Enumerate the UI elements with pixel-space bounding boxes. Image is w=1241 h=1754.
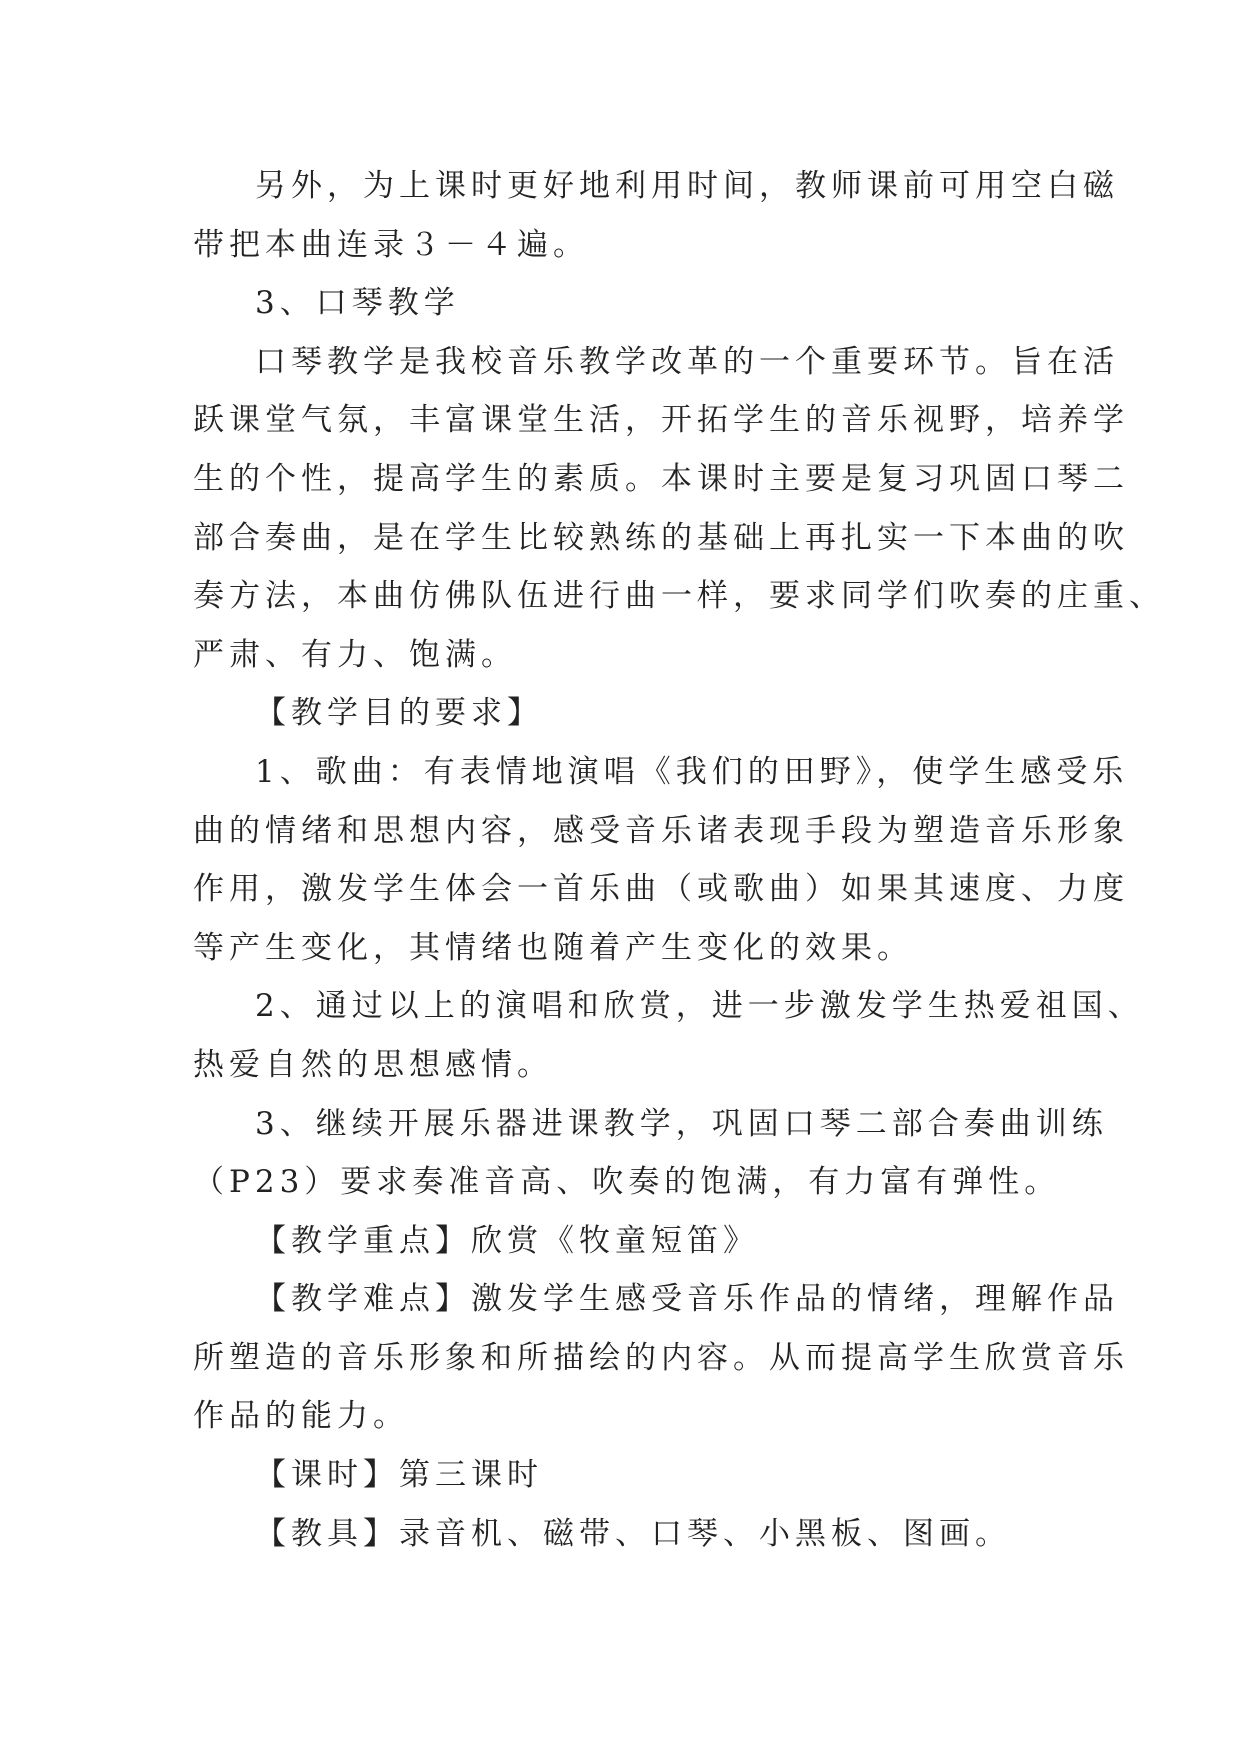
section-heading: 【教学难点】激发学生感受音乐作品的情绪，理解作品 (255, 1281, 1119, 1318)
text-line: 部合奏曲，是在学生比较熟练的基础上再扎实一下本曲的吹 (193, 519, 1129, 556)
text-line: 曲的情绪和思想内容，感受音乐诸表现手段为塑造音乐形象 (193, 812, 1129, 849)
text-line: 作品的能力。 (193, 1398, 409, 1435)
section-heading: 【课时】第三课时 (255, 1457, 543, 1494)
text-line: （P23）要求奏准音高、吹奏的饱满，有力富有弹性。 (193, 1164, 1061, 1201)
section-heading: 3、口琴教学 (255, 285, 460, 322)
text-line: 作用，激发学生体会一首乐曲（或歌曲）如果其速度、力度 (193, 871, 1129, 908)
text-line: 另外，为上课时更好地利用时间，教师课前可用空白磁 (255, 168, 1119, 204)
section-heading: 【教学重点】欣赏《牧童短笛》 (255, 1222, 759, 1259)
text-line: 奏方法，本曲仿佛队伍进行曲一样，要求同学们吹奏的庄重、 (193, 578, 1165, 615)
text-line: 热爱自然的思想感情。 (193, 1046, 553, 1083)
section-heading: 【教学目的要求】 (255, 695, 543, 732)
section-heading: 【教具】录音机、磁带、口琴、小黑板、图画。 (255, 1515, 1011, 1552)
text-line: 严肃、有力、饱满。 (193, 636, 517, 673)
text-line: 跃课堂气氛，丰富课堂生活，开拓学生的音乐视野，培养学 (193, 402, 1129, 439)
text-line: 所塑造的音乐形象和所描绘的内容。从而提高学生欣赏音乐 (193, 1339, 1129, 1376)
text-line: 等产生变化，其情绪也随着产生变化的效果。 (193, 929, 913, 966)
text-line: 生的个性，提高学生的素质。本课时主要是复习巩固口琴二 (193, 460, 1129, 497)
text-line: 带把本曲连录３－４遍。 (193, 226, 589, 263)
text-line: 2、通过以上的演唱和欣赏，进一步激发学生热爱祖国、 (255, 988, 1144, 1025)
text-line: 1、歌曲：有表情地演唱《我们的田野》，使学生感受乐 (255, 753, 1129, 790)
document-body (193, 157, 1165, 1563)
text-line: 口琴教学是我校音乐教学改革的一个重要环节。旨在活 (255, 343, 1119, 380)
text-line: 3、继续开展乐器进课教学，巩固口琴二部合奏曲训练 (255, 1105, 1108, 1142)
